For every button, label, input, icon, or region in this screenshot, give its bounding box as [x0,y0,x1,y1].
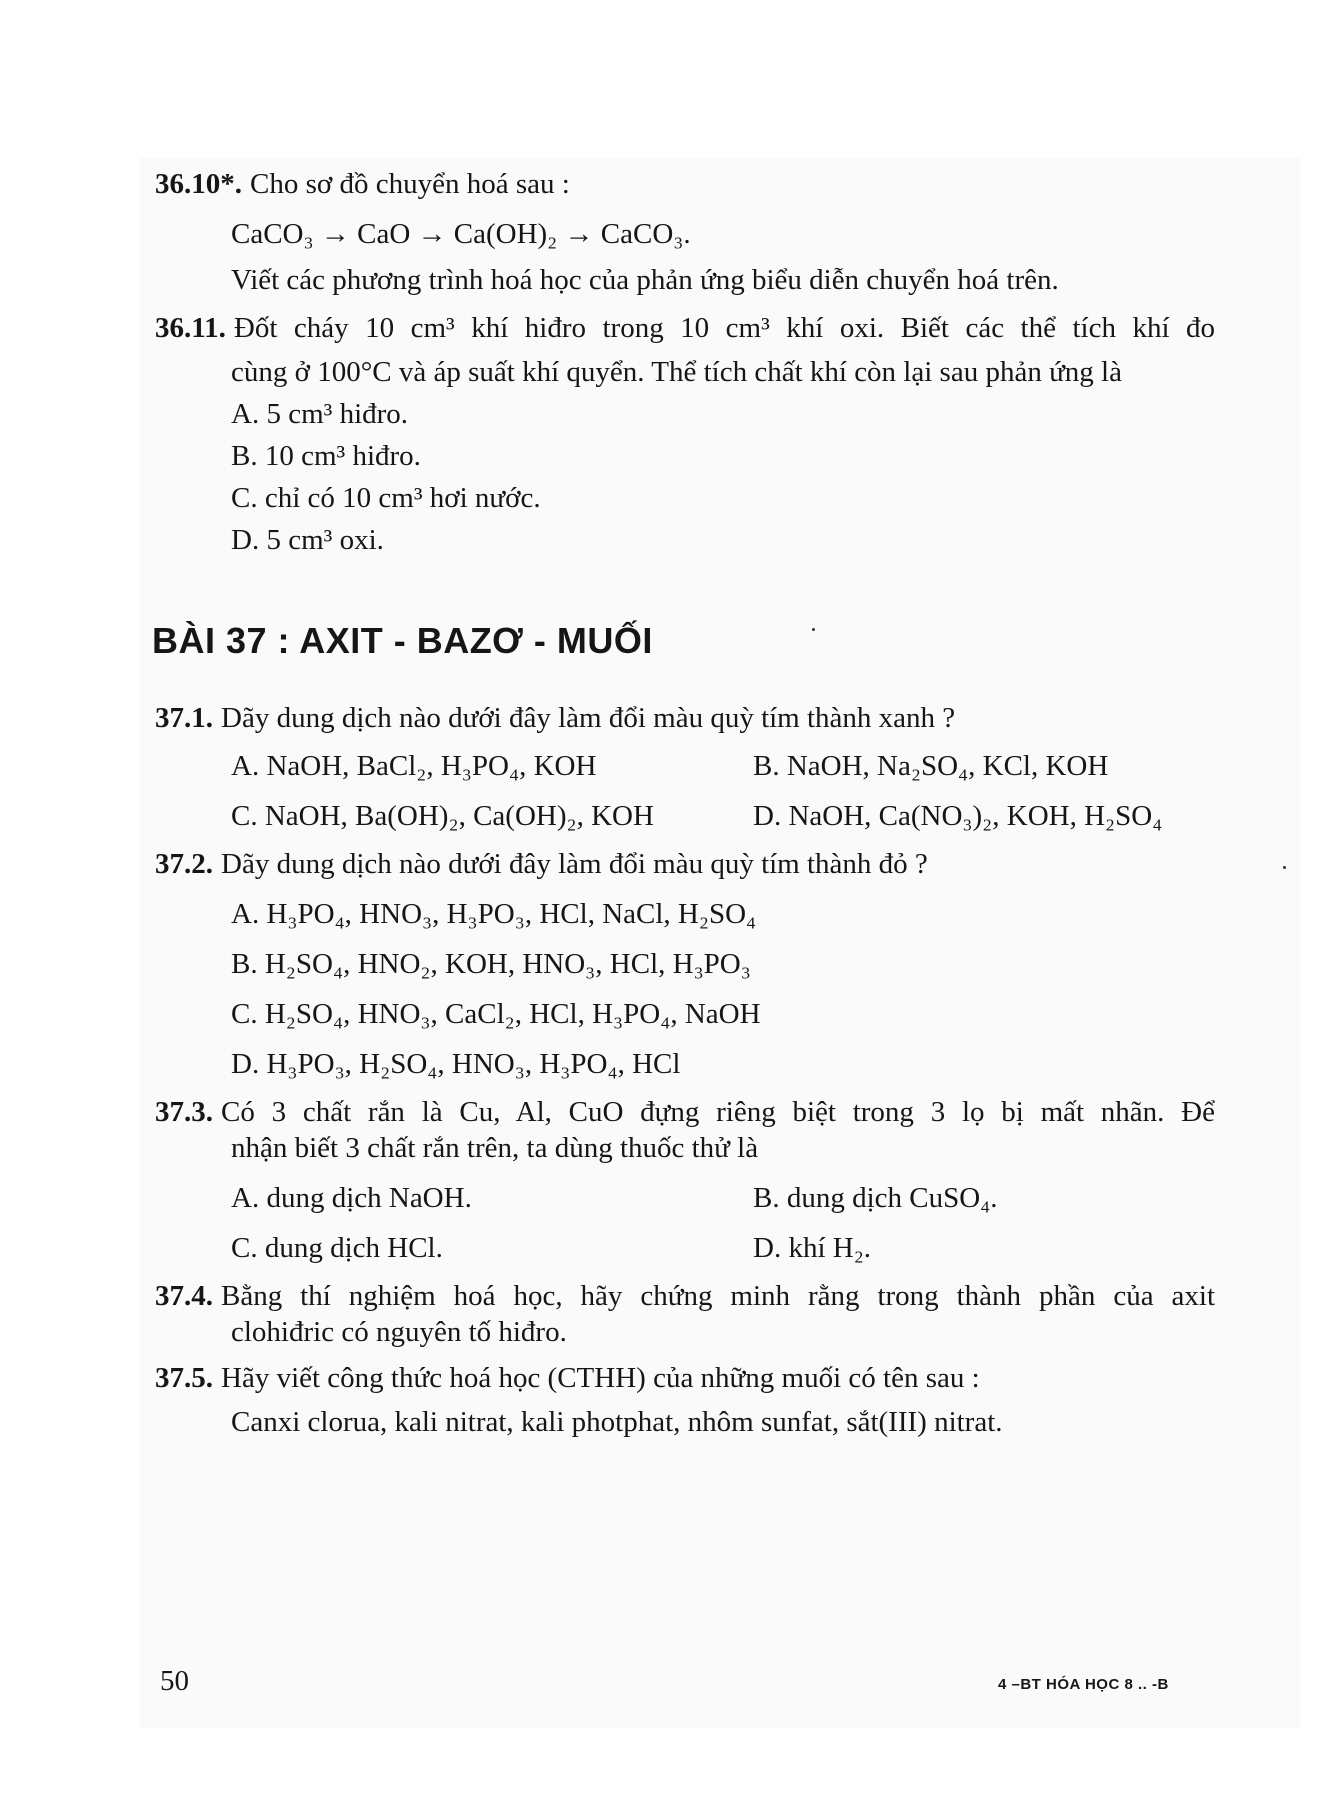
exercise-37-5-line1 [155,1362,980,1395]
exercise-number: 37.1. [155,702,213,734]
option-a: A. NaOH, BaCl₂, H₃PO₄, KOH [231,750,597,782]
exercise-37-3-line2: nhận biết 3 chất rắn trên, ta dùng thuốc thử là [231,1132,759,1164]
option-c: C. H₂SO₄, HNO₃, CaCl₂, HCl, H₃PO₄, NaOH [231,998,761,1030]
exercise-number: 37.2. [155,848,213,880]
exercise-number: 36.11. [155,312,226,344]
exercise-37-2 [155,848,928,881]
options-row [155,750,1275,783]
exercise-text: Bằng thí nghiệm hoá học, hãy chứng minh rằng trong thành phần của axit [221,1280,1215,1312]
exercise-number: 37.4. [155,1280,213,1312]
exercise-36-11-line1 [155,312,1215,345]
option-d: D. H₃PO₃, H₂SO₄, HNO₃, H₃PO₄, HCl [231,1048,681,1080]
exercise-intro: Cho sơ đồ chuyển hoá sau : [250,168,570,200]
scan-speck [812,628,815,631]
option-b: B. NaOH, Na₂SO₄, KCl, KOH [753,750,1109,782]
option-d: D. 5 cm³ oxi. [231,524,384,556]
option-c: C. dung dịch HCl. [231,1232,443,1264]
exercise-number: 37.3. [155,1096,213,1128]
exercise-number: 37.5. [155,1362,213,1394]
exercise-37-3-line1 [155,1096,1215,1129]
page-number: 50 [160,1665,189,1697]
exercise-task: Viết các phương trình hoá học của phản ứng biểu diễn chuyển hoá trên. [231,264,1059,296]
exercise-text: Có 3 chất rắn là Cu, Al, CuO đựng riêng biệt trong 3 lọ bị mất nhãn. Để [221,1096,1215,1128]
option-b: B. H₂SO₄, HNO₂, KOH, HNO₃, HCl, H₃PO₃ [231,948,751,980]
option-a: A. dung dịch NaOH. [231,1182,472,1214]
exercise-36-10 [155,170,1215,199]
option-a: A. H₃PO₄, HNO₃, H₃PO₃, HCl, NaCl, H₂SO₄ [231,898,757,930]
exercise-text: Hãy viết công thức hoá học (CTHH) của những muối có tên sau : [221,1362,980,1394]
exercise-37-1 [155,702,955,735]
options-row [155,1182,1275,1215]
section-title: BÀI 37 : AXIT - BAZƠ - MUỐI [152,620,653,661]
paper-background [140,158,1300,1728]
options-row [155,800,1275,833]
exercise-question: Dãy dung dịch nào dưới đây làm đổi màu quỳ tím thành xanh ? [221,702,956,734]
exercise-text: Đốt cháy 10 cm³ khí hiđro trong 10 cm³ khí oxi. Biết các thể tích khí đo [233,312,1215,344]
footer-source: 4 –BT HÓA HỌC 8 .. -B [998,1676,1169,1693]
exercise-37-4-line2: clohiđric có nguyên tố hiđro. [231,1316,567,1348]
option-d: D. khí H₂. [753,1232,872,1264]
exercise-37-5-line2: Canxi clorua, kali nitrat, kali photphat, nhôm sunfat, sắt(III) nitrat. [231,1406,1003,1438]
option-c: C. NaOH, Ba(OH)₂, Ca(OH)₂, KOH [231,800,654,832]
exercise-question: Dãy dung dịch nào dưới đây làm đổi màu quỳ tím thành đỏ ? [221,848,928,880]
option-b: B. dung dịch CuSO₄. [753,1182,998,1214]
option-a: A. 5 cm³ hiđro. [231,398,409,430]
exercise-36-11-line2: cùng ở 100°C và áp suất khí quyển. Thể tích chất khí còn lại sau phản ứng là [231,356,1122,388]
option-c: C. chỉ có 10 cm³ hơi nước. [231,482,541,514]
option-b: B. 10 cm³ hiđro. [231,440,421,472]
exercise-number: 36.10*. [155,168,242,200]
reaction-scheme: CaCO₃ → CaO → Ca(OH)₂ → CaCO₃. [231,218,691,250]
option-d: D. NaOH, Ca(NO₃)₂, KOH, H₂SO₄ [753,800,1163,832]
scan-speck [1283,866,1286,869]
exercise-37-4-line1 [155,1280,1215,1313]
options-row [155,1232,1275,1265]
